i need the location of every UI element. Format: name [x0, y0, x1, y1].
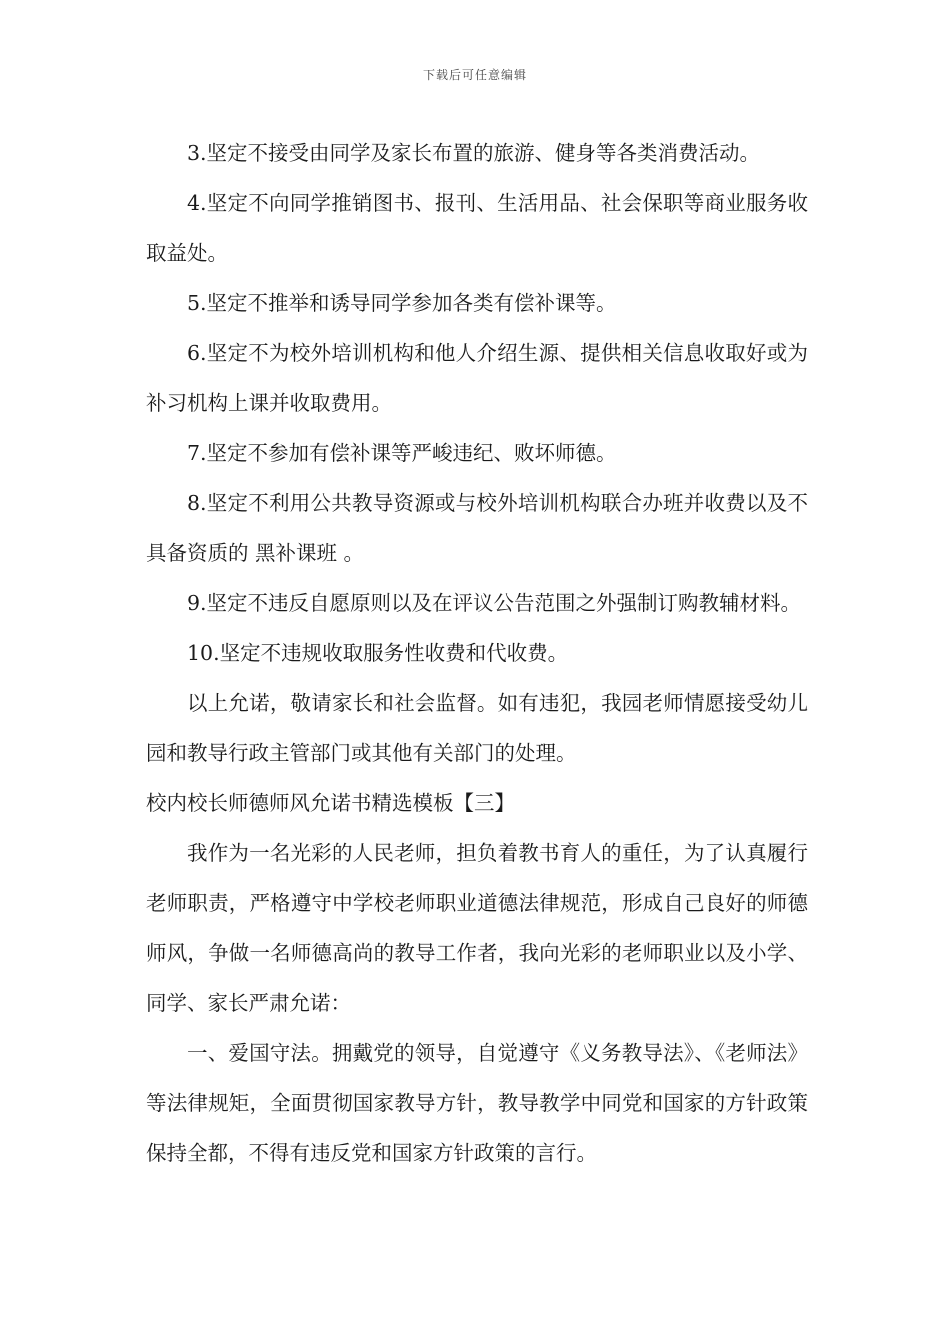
section-intro-paragraph: 我作为一名光彩的人民老师，担负着教书育人的重任，为了认真履行老师职责，严格遵守中学校老师职业道德法律规范，形成自己良好的师德师风，争做一名师德高尚的教导工作者，我向光彩的老师职业以及小学、同学、家长严肃允诺： [146, 841, 808, 1015]
paragraph-item-10: 10.坚定不违规收取服务性收费和代收费。 [187, 641, 569, 665]
header-note: 下载后可任意编辑 [422, 68, 527, 82]
paragraph-item-6: 6.坚定不为校外培训机构和他人介绍生源、提供相关信息收取好或为补习机构上课并收取费用。 [146, 341, 808, 415]
paragraph-item-5: 5.坚定不推举和诱导同学参加各类有偿补课等。 [187, 291, 617, 315]
paragraph-item-4: 4.坚定不向同学推销图书、报刊、生活用品、社会保职等商业服务收取益处。 [146, 191, 808, 265]
paragraph-item-9: 9.坚定不违反自愿原则以及在评议公告范围之外强制订购教辅材料。 [187, 591, 802, 615]
paragraph-item-8: 8.坚定不利用公共教导资源或与校外培训机构联合办班并收费以及不具备资质的 黑补课班 。 [146, 491, 808, 565]
paragraph-pledge-closing: 以上允诺，敬请家长和社会监督。如有违犯，我园老师情愿接受幼儿园和教导行政主管部门或其他有关部门的处理。 [146, 691, 808, 765]
section-point-one: 一、爱国守法。拥戴党的领导，自觉遵守《义务教导法》、《老师法》等法律规矩，全面贯彻国家教导方针，教导教学中同党和国家的方针政策保持全都，不得有违反党和国家方针政策的言行。 [146, 1041, 808, 1165]
paragraph-item-3: 3.坚定不接受由同学及家长布置的旅游、健身等各类消费活动。 [187, 141, 761, 165]
paragraph-item-7: 7.坚定不参加有偿补课等严峻违纪、败坏师德。 [187, 441, 617, 465]
document-body [146, 128, 808, 1178]
section-title: 校内校长师德师风允诺书精选模板【三】 [146, 791, 515, 815]
